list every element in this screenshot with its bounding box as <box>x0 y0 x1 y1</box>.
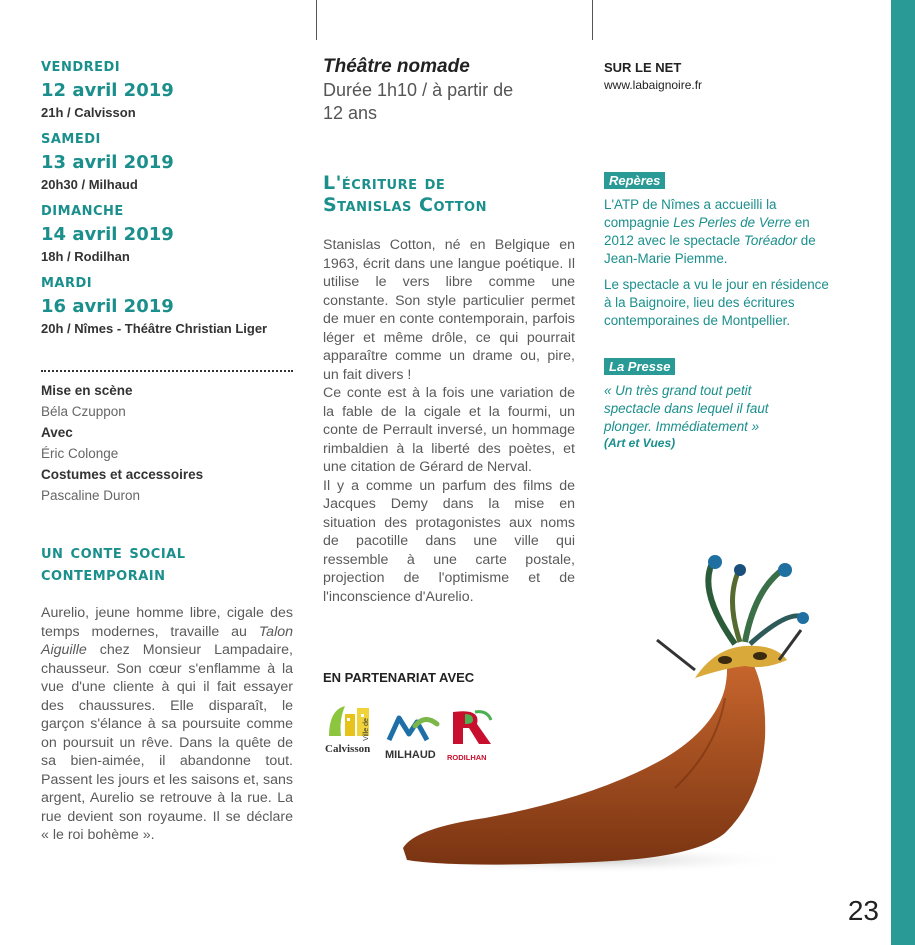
schedule-day: vendredi <box>41 54 121 76</box>
logo-small-text: Ville de <box>362 718 370 741</box>
reperes-block <box>604 172 832 330</box>
presse-block <box>604 358 832 450</box>
company-name: Théâtre nomade <box>323 56 470 77</box>
duration: Durée 1h10 / à partir de 12 ans <box>323 80 514 123</box>
presse-tag: La Presse <box>604 358 675 375</box>
logo-text: Calvisson <box>325 743 371 755</box>
schedule-date: 14 avril 2019 <box>41 224 174 245</box>
reperes-paragraph <box>604 196 832 268</box>
heading-line: contemporain <box>41 563 166 585</box>
schedule-day: mardi <box>41 270 93 292</box>
schedule <box>41 52 296 340</box>
credit-label: Mise en scène <box>41 383 133 398</box>
paragraph: Stanislas Cotton, né en Belgique en 1963, écrit dans une langue poétique. Il utilise le vers libre comme une constante. Son style particulier permet de muer en conte contemporain, parfois léger et même drôle, ce qui pourrait apparaître comme un drame ou, pire, un fait divers ! <box>323 237 575 383</box>
italic-title: Les Perles de Verre <box>673 215 792 230</box>
credit-label: Costumes et accessoires <box>41 467 204 482</box>
text-run: de Jean-Marie Piemme. <box>604 233 816 266</box>
reperes-paragraph: Le spectacle a vu le jour en résidence à la Baignoire, lieu des écritures contemporaines de Montpellier. <box>604 277 829 328</box>
side-accent-bar <box>891 0 915 945</box>
logo-text: MILHAUD <box>385 749 436 761</box>
schedule-date: 13 avril 2019 <box>41 152 174 173</box>
schedule-place: 18h / Rodilhan <box>41 249 130 264</box>
credit-value: Béla Czuppon <box>41 404 126 419</box>
schedule-place: 21h / Calvisson <box>41 105 136 120</box>
partners-label: EN PARTENARIAT AVEC <box>323 670 475 685</box>
italic-title: Toréador <box>743 233 798 248</box>
schedule-place: 20h / Nîmes - Théâtre Christian Liger <box>41 321 268 336</box>
column-rule <box>592 0 593 40</box>
credit-value: Éric Colonge <box>41 446 119 461</box>
schedule-day: samedi <box>41 126 101 148</box>
heading-line: Stanislas Cotton <box>323 194 487 216</box>
schedule-entry <box>41 124 296 194</box>
reperes-tag: Repères <box>604 172 665 189</box>
net-block <box>604 60 832 92</box>
credit-value: Pascaline Duron <box>41 488 141 503</box>
heading-line: L'écriture de <box>323 172 446 194</box>
credit-label: Avec <box>41 425 73 440</box>
ecriture-heading <box>323 172 575 216</box>
schedule-date: 12 avril 2019 <box>41 80 174 101</box>
calvisson-logo <box>325 700 383 756</box>
schedule-day: dimanche <box>41 198 124 220</box>
schedule-entry <box>41 52 296 122</box>
text-run: L'ATP de Nîmes a accueilli la compagnie <box>604 197 777 230</box>
paragraph: Ce conte est à la fois une variation de la fable de la cigale et la fourmi, un conte de Perrault inversé, un hommage rimbaldien à la liberté des poètes, et une citation de Gérard de Nerval. <box>323 385 575 475</box>
calvisson-emblem-icon <box>325 700 383 740</box>
presse-source: (Art et Vues) <box>604 436 676 450</box>
dotted-divider <box>41 370 293 372</box>
net-label: SUR LE NET <box>604 60 682 75</box>
slug-mask-illustration <box>395 548 835 878</box>
logo-text: RODILHAN <box>447 753 487 762</box>
presse-quote: « Un très grand tout petit spectacle dans lequel il faut plonger. Immédiatement » <box>604 383 769 434</box>
schedule-entry <box>41 268 296 338</box>
schedule-date: 16 avril 2019 <box>41 296 174 317</box>
heading-line: un conte social <box>41 541 186 563</box>
text-run: en 2012 avec le spectacle <box>604 215 810 248</box>
credits <box>41 380 296 506</box>
conte-heading <box>41 541 301 585</box>
column-rule <box>316 0 317 40</box>
italic-title: Talon Aiguille <box>41 623 293 658</box>
paragraph: Il y a comme un parfum des films de Jacques Demy dans la mise en situation des protagonistes aux noms de pacotille dans une ville qui ressemble à une carte postale, projection de l'optimisme et de l'inconscience d'Aurelio. <box>323 477 575 605</box>
text-run: Aurelio, jeune homme libre, cigale des temps modernes, travaille au <box>41 605 293 640</box>
conte-paragraph <box>41 604 293 845</box>
schedule-entry <box>41 196 296 266</box>
text-run: chez Monsieur Lampadaire, chausseur. Son cœur s'enflamme à la vue d'une cliente à qui il fait essayer des chaussures. Elle disparaît, le garçon s'élance à sa poursuite comme on poursuit un rêve. Dans la quête de sa bien-aimée, il abandonne tout. Passent les jours et les saisons et, sans argent, Aurelio se retrouve à la rue. La rue devient son royaume. Il se déclare « le roi bohème ». <box>41 642 293 843</box>
page-number: 23 <box>847 895 879 926</box>
net-url[interactable]: www.labaignoire.fr <box>604 78 703 92</box>
show-info <box>323 55 575 125</box>
schedule-place: 20h30 / Milhaud <box>41 177 138 192</box>
